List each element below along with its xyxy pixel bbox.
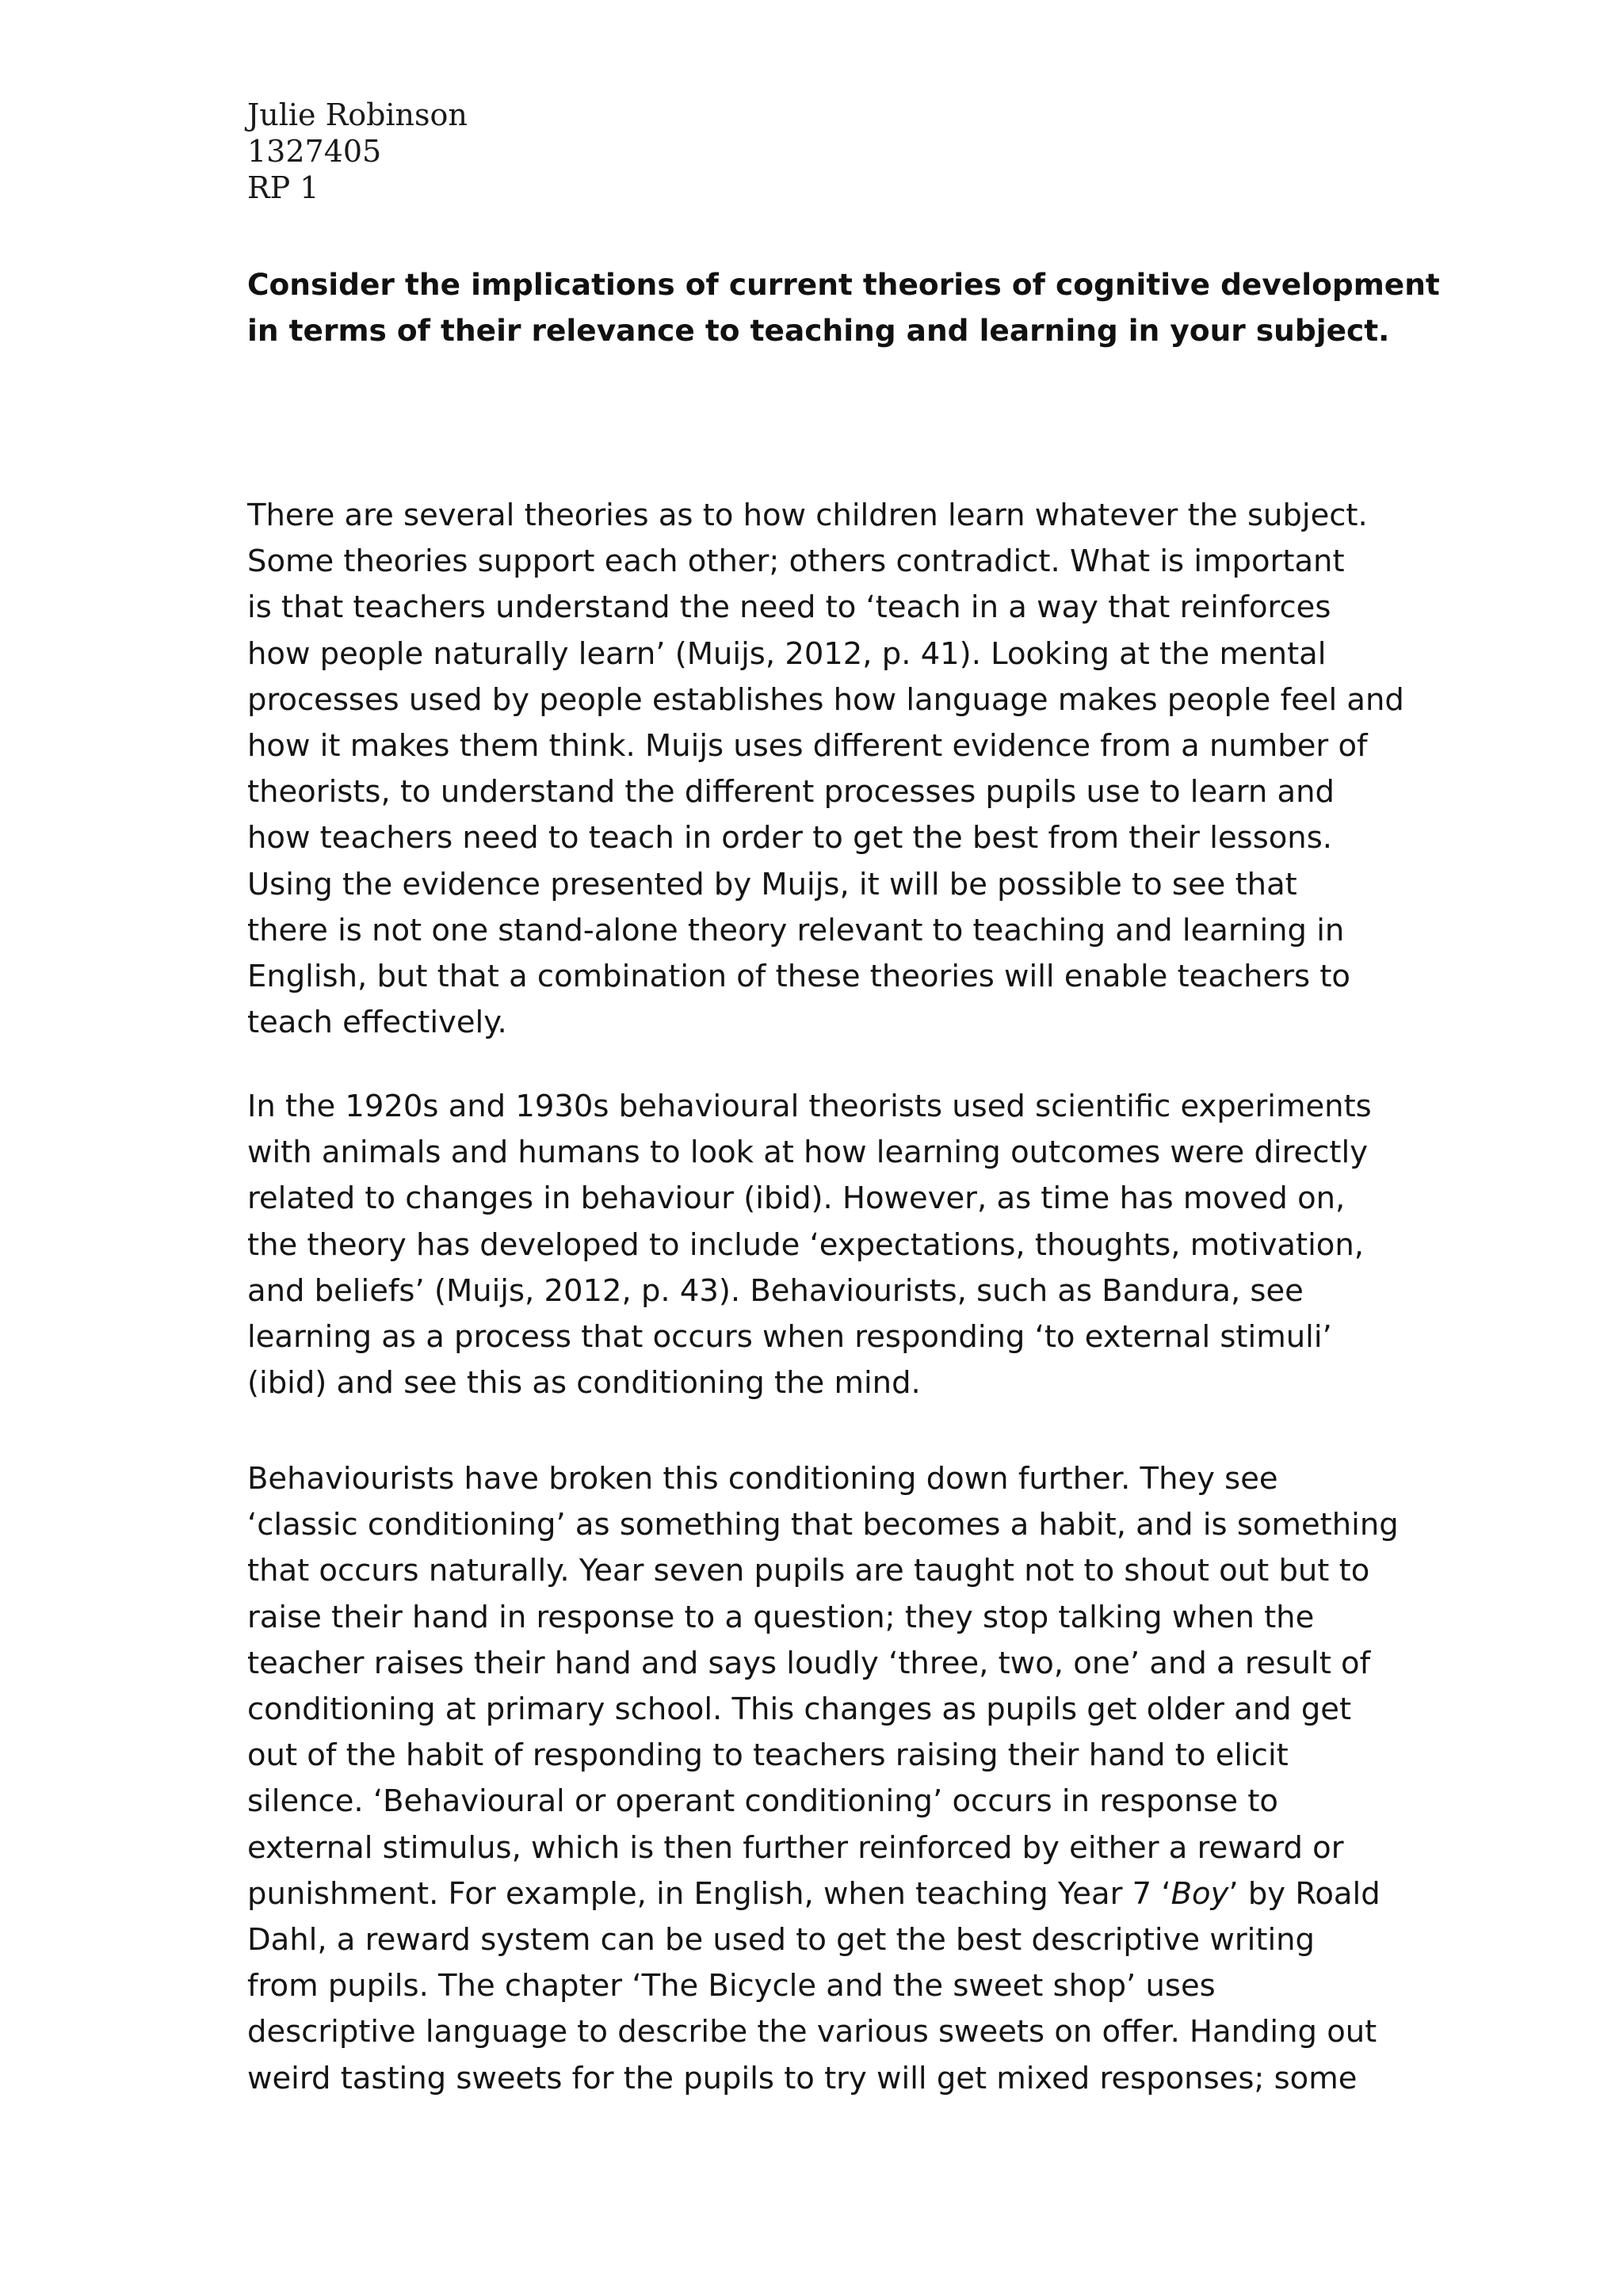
text-line: with animals and humans to look at how learning outcomes were directly <box>247 1135 1368 1171</box>
text-line: how people naturally learn’ (Muijs, 2012, p. 41). Looking at the mental <box>247 635 1327 672</box>
text-line: teacher raises their hand and says loudly ‘three, two, one’ and a result of <box>247 1645 1371 1681</box>
text-line: learning as a process that occurs when responding ‘to external stimuli’ <box>247 1319 1332 1356</box>
text-line: how it makes them think. Muijs uses different evidence from a number of <box>247 728 1368 765</box>
paragraph-conditioning <box>247 1456 1399 2102</box>
text-line: English, but that a combination of these theories will enable teachers to <box>247 959 1350 995</box>
text-line: out of the habit of responding to teachers raising their hand to elicit <box>247 1737 1289 1774</box>
text-line: processes used by people establishes how language makes people feel and <box>247 681 1404 718</box>
text-segment: ’ by Roald <box>1228 1875 1381 1912</box>
text-line: there is not one stand-alone theory relevant to teaching and learning in <box>247 912 1345 948</box>
student-number: 1327405 <box>247 134 382 169</box>
text-line: from pupils. The chapter ‘The Bicycle and the sweet shop’ uses <box>247 1968 1216 2004</box>
text-line: is that teachers understand the need to ‘teach in a way that reinforces <box>247 589 1331 626</box>
text-line: and beliefs’ (Muijs, 2012, p. 43). Behaviourists, such as Bandura, see <box>247 1272 1304 1309</box>
text-line: external stimulus, which is then further reinforced by either a reward or <box>247 1829 1344 1866</box>
author-name: Julie Robinson <box>247 97 468 132</box>
text-line: the theory has developed to include ‘expectations, thoughts, motivation, <box>247 1226 1364 1263</box>
question-line: in terms of their relevance to teaching and learning in your subject. <box>247 313 1390 348</box>
text-line: Using the evidence presented by Muijs, it will be possible to see that <box>247 866 1297 902</box>
book-title: Boy <box>1170 1875 1229 1912</box>
paragraph-behavioural-theorists <box>247 1084 1388 1406</box>
text-line: (ibid) and see this as conditioning the mind. <box>247 1365 921 1402</box>
text-line: silence. ‘Behavioural or operant conditioning’ occurs in response to <box>247 1783 1278 1820</box>
text-line-with-title <box>247 1871 1388 1917</box>
text-line: Some theories support each other; others contradict. What is important <box>247 543 1345 580</box>
text-line: In the 1920s and 1930s behavioural theorists used scientific experiments <box>247 1089 1372 1124</box>
text-line: There are several theories as to how children learn whatever the subject. <box>247 498 1368 533</box>
text-line: descriptive language to describe the various sweets on offer. Handing out <box>247 2014 1377 2050</box>
text-line: ‘classic conditioning’ as something that becomes a habit, and is something <box>247 1507 1399 1543</box>
text-line: how teachers need to teach in order to get the best from their lessons. <box>247 820 1333 856</box>
text-segment: punishment. For example, in English, when teaching Year 7 ‘ <box>247 1875 1171 1912</box>
text-line: Dahl, a reward system can be used to get the best descriptive writing <box>247 1922 1315 1958</box>
question-line: Consider the implications of current theories of cognitive development <box>247 267 1440 302</box>
text-line: theorists, to understand the different processes pupils use to learn and <box>247 774 1335 810</box>
module-code: RP 1 <box>247 170 319 205</box>
text-line: weird tasting sweets for the pupils to try will get mixed responses; some <box>247 2060 1358 2096</box>
text-line: teach effectively. <box>247 1005 507 1041</box>
text-line: Behaviourists have broken this conditioning down further. They see <box>247 1461 1278 1497</box>
text-line: raise their hand in response to a question; they stop talking when the <box>247 1599 1315 1635</box>
essay-question <box>247 261 1440 353</box>
text-line: that occurs naturally. Year seven pupils are taught not to shout out but to <box>247 1553 1370 1589</box>
text-line: conditioning at primary school. This changes as pupils get older and get <box>247 1691 1352 1728</box>
header-block <box>247 97 468 206</box>
paragraph-introduction <box>247 493 1404 1046</box>
text-line: related to changes in behaviour (ibid). However, as time has moved on, <box>247 1180 1346 1217</box>
